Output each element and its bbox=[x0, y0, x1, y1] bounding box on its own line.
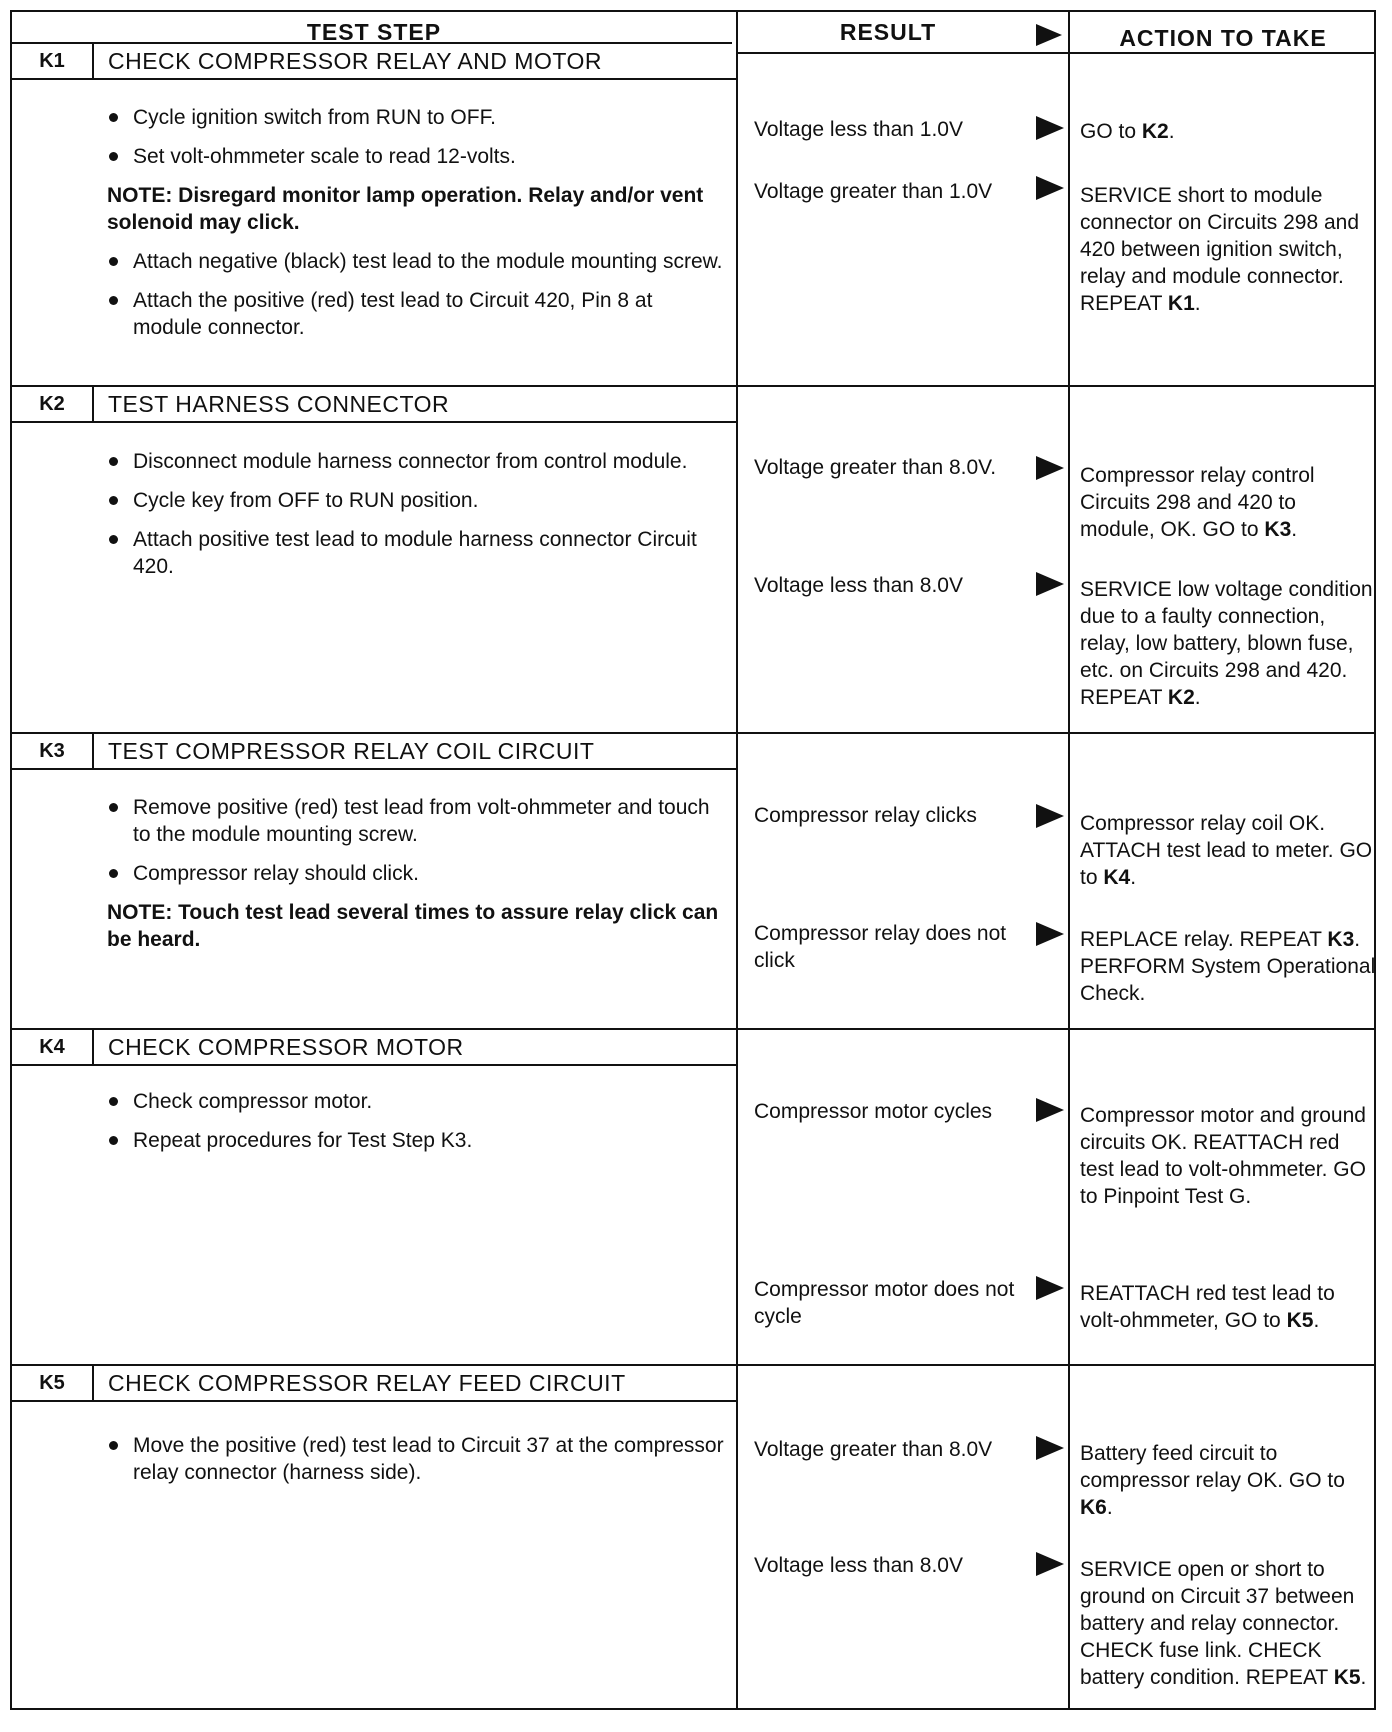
step-body-k1 bbox=[107, 104, 727, 353]
result-text: Compressor motor does not cycle bbox=[754, 1278, 1015, 1328]
header-test-step: TEST STEP bbox=[306, 18, 442, 45]
instruction-bullet: Attach negative (black) test lead to the module mounting screw. bbox=[107, 248, 727, 275]
result-text: Compressor relay clicks bbox=[754, 804, 977, 827]
header-action: ACTION TO TAKE bbox=[1119, 24, 1327, 51]
step-body-k3 bbox=[107, 794, 727, 965]
step-header-k2 bbox=[12, 387, 736, 423]
column-divider bbox=[1068, 12, 1070, 1708]
arrow-icon bbox=[1036, 1276, 1064, 1300]
instruction-bullet: Attach the positive (red) test lead to Circuit 420, Pin 8 at module connector. bbox=[107, 287, 727, 341]
column-divider bbox=[736, 12, 738, 1708]
instruction-bullet: Compressor relay should click. bbox=[107, 860, 727, 887]
action-text: GO to K2. bbox=[1080, 120, 1175, 143]
result-text: Voltage less than 8.0V bbox=[754, 1554, 963, 1577]
instruction-bullet: Disconnect module harness connector from control module. bbox=[107, 448, 727, 475]
step-id: K3 bbox=[12, 734, 94, 768]
arrow-icon bbox=[1036, 116, 1064, 140]
step-id: K5 bbox=[12, 1366, 94, 1400]
header-arrow-icon bbox=[1036, 24, 1062, 46]
step-header-k5 bbox=[12, 1366, 736, 1402]
step-id: K2 bbox=[12, 387, 94, 421]
instruction-bullet: Set volt-ohmmeter scale to read 12-volts. bbox=[107, 143, 727, 170]
result-text: Voltage greater than 8.0V. bbox=[754, 456, 997, 479]
instruction-bullet: Check compressor motor. bbox=[107, 1088, 727, 1115]
instruction-bullet: Move the positive (red) test lead to Circuit 37 at the compressor relay connector (harness side). bbox=[107, 1432, 727, 1486]
result-text: Voltage greater than 8.0V bbox=[754, 1438, 993, 1461]
step-body-k5 bbox=[107, 1432, 727, 1498]
action-text: Compressor motor and ground circuits OK. REATTACH red test lead to volt-ohmmeter. GO to Pinpoint Test G. bbox=[1080, 1104, 1366, 1208]
step-title: TEST HARNESS CONNECTOR bbox=[108, 390, 450, 417]
result-text: Compressor relay does not click bbox=[754, 922, 1007, 972]
step-header-k4 bbox=[12, 1030, 736, 1066]
row-separator bbox=[738, 52, 1374, 54]
instruction-bullet: Cycle ignition switch from RUN to OFF. bbox=[107, 104, 727, 131]
step-title: TEST COMPRESSOR RELAY COIL CIRCUIT bbox=[108, 737, 595, 764]
arrow-icon bbox=[1036, 176, 1064, 200]
arrow-icon bbox=[1036, 1098, 1064, 1122]
step-id: K4 bbox=[12, 1030, 94, 1064]
step-title: CHECK COMPRESSOR RELAY AND MOTOR bbox=[108, 47, 602, 74]
arrow-icon bbox=[1036, 572, 1064, 596]
arrow-icon bbox=[1036, 804, 1064, 828]
result-text: Voltage greater than 1.0V bbox=[754, 180, 993, 203]
instruction-note: NOTE: Disregard monitor lamp operation. Relay and/or vent solenoid may click. bbox=[107, 184, 704, 234]
instruction-bullet: Remove positive (red) test lead from volt-ohmmeter and touch to the module mounting screw. bbox=[107, 794, 727, 848]
action-text: Compressor relay coil OK. ATTACH test lead to meter. GO to K4. bbox=[1080, 812, 1373, 889]
step-body-k2 bbox=[107, 448, 727, 592]
action-text: Compressor relay control Circuits 298 and 420 to module, OK. GO to K3. bbox=[1080, 464, 1315, 541]
arrow-icon bbox=[1036, 922, 1064, 946]
arrow-icon bbox=[1036, 1552, 1064, 1576]
step-title: CHECK COMPRESSOR MOTOR bbox=[108, 1033, 464, 1060]
arrow-icon bbox=[1036, 456, 1064, 480]
instruction-bullet: Attach positive test lead to module harness connector Circuit 420. bbox=[107, 526, 727, 580]
arrow-icon bbox=[1036, 1436, 1064, 1460]
result-text: Voltage less than 1.0V bbox=[754, 118, 963, 141]
step-id: K1 bbox=[12, 44, 94, 78]
action-text: SERVICE short to module connector on Circuits 298 and 420 between ignition switch, relay and module connector. REPEAT K1. bbox=[1080, 184, 1359, 315]
step-header-k1 bbox=[12, 44, 736, 80]
header-result: RESULT bbox=[839, 18, 937, 45]
diagnostic-table bbox=[10, 10, 1376, 1710]
instruction-note: NOTE: Touch test lead several times to assure relay click can be heard. bbox=[107, 901, 719, 951]
step-body-k4 bbox=[107, 1088, 727, 1166]
step-header-k3 bbox=[12, 734, 736, 770]
action-text: REATTACH red test lead to volt-ohmmeter, GO to K5. bbox=[1080, 1282, 1335, 1332]
instruction-bullet: Cycle key from OFF to RUN position. bbox=[107, 487, 727, 514]
instruction-bullet: Repeat procedures for Test Step K3. bbox=[107, 1127, 727, 1154]
action-text: SERVICE low voltage condition due to a faulty connection, relay, low battery, blown fuse, etc. on Circuits 298 and 420. REPEAT K2. bbox=[1080, 578, 1373, 709]
result-text: Voltage less than 8.0V bbox=[754, 574, 963, 597]
action-text: SERVICE open or short to ground on Circuit 37 between battery and relay connector. CHECK fuse link. CHECK battery condition. REPEAT K5. bbox=[1080, 1558, 1367, 1689]
action-text: Battery feed circuit to compressor relay OK. GO to K6. bbox=[1080, 1442, 1345, 1519]
step-title: CHECK COMPRESSOR RELAY FEED CIRCUIT bbox=[108, 1369, 626, 1396]
result-text: Compressor motor cycles bbox=[754, 1100, 993, 1123]
action-text: REPLACE relay. REPEAT K3. PERFORM System Operational Check. bbox=[1080, 928, 1376, 1005]
